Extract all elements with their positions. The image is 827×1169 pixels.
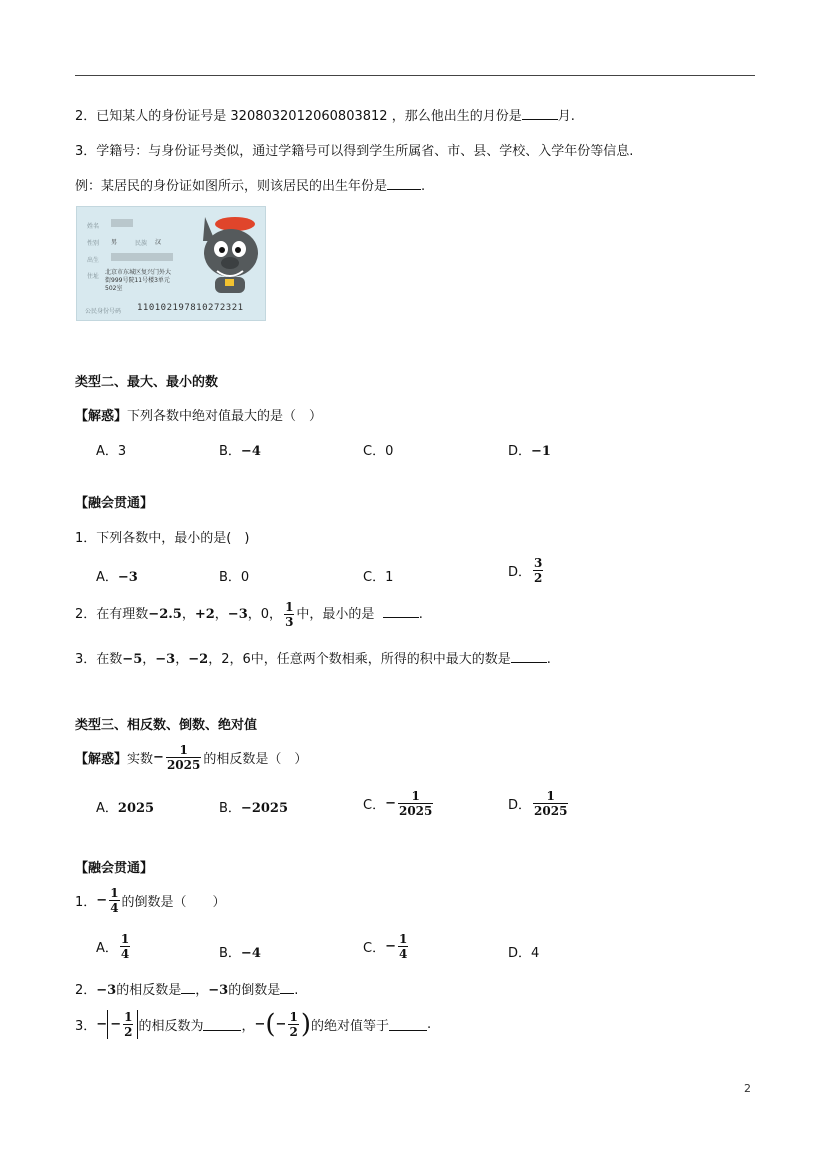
option-a[interactable] <box>96 932 132 961</box>
math-fraction <box>123 1010 133 1039</box>
option-fraction <box>398 789 433 818</box>
option-d[interactable] <box>508 789 570 818</box>
question-3-student-number <box>75 140 633 159</box>
math-value: 6 <box>242 652 251 667</box>
fraction-denominator: 2 <box>124 1025 133 1039</box>
section-2-rhgt-title: 【融会贯通】 <box>75 496 154 511</box>
fraction-numerator: 1 <box>546 789 555 803</box>
math-fraction <box>166 743 201 772</box>
option-fraction <box>398 932 408 961</box>
id-label-ethnicity: 民族 <box>135 240 148 247</box>
option-label: C． <box>363 570 386 585</box>
option-label: C． <box>363 798 386 813</box>
option-label: B． <box>219 946 241 961</box>
section-2-title: 类型二、最大、最小的数 <box>75 375 219 390</box>
fraction-denominator: 2 <box>289 1025 298 1039</box>
option-label: B． <box>219 801 241 816</box>
fraction-denominator: 2025 <box>166 758 201 772</box>
id-name-blur <box>111 219 133 227</box>
question-text: 的倒数是 <box>228 983 281 998</box>
option-fraction <box>533 789 568 818</box>
option-a[interactable] <box>96 566 138 585</box>
math-value: 0 <box>260 607 270 622</box>
section-2-question-1 <box>75 527 249 546</box>
math-fraction <box>288 1010 298 1039</box>
example-text: 例：某居民的身份证如图所示，则该居民的出生年份是 <box>75 179 388 194</box>
jiehuo-tag: 【解惑】 <box>75 409 128 424</box>
question-number: 3． <box>75 1019 97 1034</box>
math-value: −5 <box>122 652 143 667</box>
option-label: A． <box>96 444 118 459</box>
option-d[interactable] <box>508 556 545 585</box>
option-value: −1 <box>531 444 551 459</box>
fraction-numerator: 1 <box>179 743 188 757</box>
math-value: −3 <box>96 983 117 998</box>
page-number: 2 <box>744 1082 751 1095</box>
question-text: 下列各数中，最小的是( ) <box>96 531 250 546</box>
example-text-end: . <box>421 179 426 194</box>
fraction-denominator: 2 <box>534 571 543 585</box>
id-sex-value: 男 <box>111 239 118 246</box>
answer-blank <box>389 1018 427 1031</box>
question-text: 的绝对值等于 <box>310 1019 389 1034</box>
absolute-value-expression: − $\frac{1}{2}$ <box>107 1010 138 1039</box>
answer-blank <box>522 107 558 120</box>
fraction-numerator: 1 <box>289 1010 298 1024</box>
option-b[interactable] <box>219 942 261 961</box>
option-label: A． <box>96 941 118 956</box>
option-c[interactable]: C．− $\frac{1}{4}$ <box>363 932 408 961</box>
option-value: −4 <box>240 444 261 459</box>
address-line: 502室 <box>105 285 123 292</box>
option-b[interactable] <box>219 797 288 816</box>
example-birth-year <box>75 175 425 194</box>
option-value: −3 <box>117 570 138 585</box>
section-3-title: 类型三、相反数、倒数、绝对值 <box>75 718 258 733</box>
question-number: 1． <box>75 531 97 546</box>
question-text: 中，任意两个数相乘，所得的积中最大的数是 <box>250 652 511 667</box>
fraction-denominator: 4 <box>398 947 408 961</box>
id-number: 110102197810272321 <box>137 303 244 313</box>
question-text: ， <box>241 1019 255 1034</box>
question-text: 下列各数中绝对值最大的是（ ） <box>127 409 323 424</box>
question-text: 在有理数 <box>96 607 149 622</box>
option-b[interactable] <box>219 440 261 459</box>
option-label: C． <box>363 941 386 956</box>
math-value: 2 <box>221 652 230 667</box>
id-ethnicity-value: 汉 <box>155 239 162 246</box>
question-text: 在数 <box>96 652 123 667</box>
option-label: D． <box>508 565 532 580</box>
fraction-numerator: 1 <box>110 886 119 900</box>
option-a[interactable] <box>96 797 154 816</box>
math-fraction <box>109 886 119 915</box>
option-value: 3 <box>117 444 127 459</box>
option-c[interactable] <box>363 440 393 459</box>
option-fraction <box>533 556 543 585</box>
math-value: −3 <box>208 983 229 998</box>
fraction-numerator: 1 <box>285 600 294 614</box>
id-label-address: 住址 <box>87 273 100 280</box>
address-line: 北京市东城区复兴门外大 <box>105 269 172 276</box>
question-text-end: 月. <box>557 109 575 124</box>
question-number: 2． <box>75 983 97 998</box>
id-label-sex: 性别 <box>87 240 100 247</box>
option-c[interactable]: C．− $\frac{1}{2025}$ <box>363 789 433 818</box>
section-2-question-2: 2．在有理数−2.5，+2，−3，0， $\frac{1}{3}$ 中，最小的是 . <box>75 600 423 629</box>
option-label: B． <box>219 570 241 585</box>
question-text: 已知某人的身份证号是 320803201206080381​2 ，那么他出生的月份是 <box>96 109 522 124</box>
id-address <box>105 269 171 293</box>
address-line: 街999号院11号楼3单元 <box>105 277 170 284</box>
id-label-birth: 出生 <box>87 257 100 264</box>
question-number: 2． <box>75 109 97 124</box>
question-number: 1． <box>75 895 97 910</box>
math-value: −3 <box>155 652 176 667</box>
fraction-denominator: 2025 <box>398 804 433 818</box>
section-3-question-3: 3．− − $\frac{1}{2}$ 的相反数为 ，−(− $\frac{1}{2}$ )的绝对值等于 . <box>75 1009 432 1040</box>
option-b[interactable] <box>219 566 249 585</box>
fraction-numerator: 1 <box>398 932 408 946</box>
fraction-numerator: 3 <box>534 556 543 570</box>
section-3-question-2 <box>75 979 298 998</box>
question-number: 3． <box>75 652 97 667</box>
math-value: +2 <box>194 607 215 622</box>
fraction-numerator: 1 <box>411 789 420 803</box>
fraction-denominator: 4 <box>110 901 119 915</box>
math-fraction <box>284 600 294 629</box>
section-3-rhgt-title: 【融会贯通】 <box>75 861 154 876</box>
question-text: 的相反数是（ ） <box>203 752 308 767</box>
math-value: −2.5 <box>148 607 182 622</box>
jiehuo-tag: 【解惑】 <box>75 752 128 767</box>
section-3-jiehuo: 【解惑】实数− $\frac{1}{2025}$ 的相反数是（ ） <box>75 743 308 772</box>
option-fraction <box>120 932 130 961</box>
id-label-name: 姓名 <box>87 223 100 230</box>
question-text: ， <box>195 983 209 998</box>
option-label: D． <box>508 946 532 961</box>
section-2-question-3: 3．在数−5，−3，−2，2，6中，任意两个数相乘，所得的积中最大的数是 . <box>75 652 551 667</box>
section-3-question-1: 1．− $\frac{1}{4}$ 的倒数是（ ） <box>75 886 226 915</box>
option-label: A． <box>96 570 118 585</box>
fraction-denominator: 2025 <box>534 804 568 818</box>
option-label: A． <box>96 801 118 816</box>
math-value: −2 <box>188 652 209 667</box>
math-value: −3 <box>227 607 248 622</box>
answer-blank <box>280 981 294 994</box>
option-label: D． <box>508 444 532 459</box>
question-number: 3． <box>75 144 97 159</box>
option-label: C． <box>363 444 386 459</box>
answer-blank <box>511 650 547 663</box>
id-card-image <box>76 206 266 321</box>
option-value: 1 <box>385 570 394 585</box>
option-value: 2025 <box>117 801 155 816</box>
option-d[interactable] <box>508 942 539 961</box>
answer-blank <box>181 981 195 994</box>
answer-blank <box>387 177 421 190</box>
question-text: 中，最小的是 <box>296 607 375 622</box>
option-value: 0 <box>240 570 250 585</box>
header-rule <box>75 75 755 76</box>
option-c[interactable] <box>363 566 393 585</box>
fraction-numerator: 1 <box>124 1010 133 1024</box>
option-d[interactable] <box>508 440 551 459</box>
answer-blank <box>203 1018 241 1031</box>
question-text: 的相反数为 <box>138 1019 204 1034</box>
option-a[interactable] <box>96 440 126 459</box>
question-text: 学籍号：与身份证号类似，通过学籍号可以得到学生所属省、市、县、学校、入学年份等信息. <box>96 144 634 159</box>
option-value: −4 <box>240 946 261 961</box>
id-birth-blur <box>111 253 173 261</box>
question-text: 实数 <box>127 752 154 767</box>
option-label: B． <box>219 444 241 459</box>
question-text: . <box>294 983 299 998</box>
answer-blank <box>383 605 419 618</box>
question-number: 2． <box>75 607 97 622</box>
option-label: D． <box>508 798 532 813</box>
option-value: −2025 <box>240 801 288 816</box>
grey-wolf-icon <box>195 211 263 297</box>
option-value: 0 <box>385 444 394 459</box>
fraction-numerator: 1 <box>120 932 130 946</box>
question-text: 的相反数是 <box>116 983 182 998</box>
question-2-id-month <box>75 105 575 124</box>
fraction-denominator: 4 <box>120 947 130 961</box>
question-text: . <box>426 1017 432 1032</box>
option-value: 4 <box>531 946 540 961</box>
id-number-label: 公民身份号码 <box>85 308 122 315</box>
question-text: 的倒数是（ ） <box>121 895 226 910</box>
fraction-denominator: 3 <box>285 615 294 629</box>
section-2-jiehuo <box>75 405 322 424</box>
